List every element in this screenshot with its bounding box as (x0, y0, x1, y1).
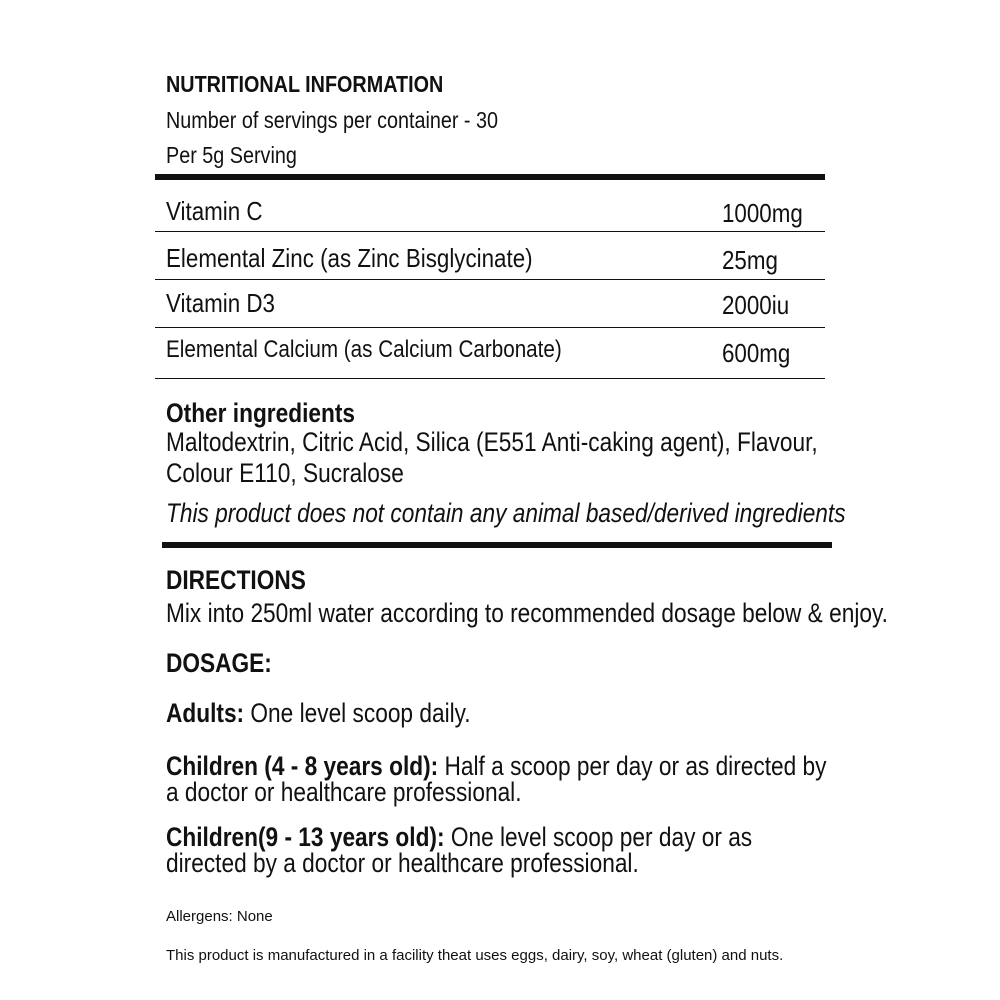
dosage-item-adults (166, 700, 838, 726)
dosage-text: Half a scoop per day or as directed by a doctor or healthcare professional. (166, 751, 827, 807)
directions-text: Mix into 250ml water according to recommended dosage below & enjoy. (166, 598, 888, 628)
other-ingredients-title: Other ingredients (166, 398, 356, 428)
row-divider (155, 231, 825, 232)
section-divider (162, 542, 832, 548)
nutrient-name: Elemental Zinc (as Zinc Bisglycinate) (166, 243, 533, 273)
nutrient-value: 1000mg (722, 198, 803, 228)
row-divider (155, 279, 825, 280)
nutrition-title: NUTRITIONAL INFORMATION (166, 71, 444, 97)
table-top-rule (155, 174, 825, 180)
dosage-item-children-9-13 (166, 824, 838, 876)
dosage-label: Adults: (166, 698, 245, 728)
dosage-item-children-4-8 (166, 753, 838, 805)
directions-title: DIRECTIONS (166, 565, 306, 595)
other-ingredients-text: Maltodextrin, Citric Acid, Silica (E551 Anti-caking agent), Flavour, Colour E110, Sucralose (166, 427, 818, 488)
dosage-text: One level scoop per day or as directed by a doctor or healthcare professional. (166, 822, 753, 878)
table-bottom-rule (155, 378, 825, 379)
facility-note: This product is manufactured in a facility theat uses eggs, dairy, soy, wheat (gluten) and nuts. (166, 947, 784, 964)
serving-size: Per 5g Serving (166, 142, 297, 168)
dosage-title: DOSAGE: (166, 648, 272, 678)
nutrient-value: 600mg (722, 338, 791, 368)
dosage-label: Children(9 - 13 years old): (166, 822, 445, 852)
nutrient-value: 2000iu (722, 290, 790, 320)
dosage-text: One level scoop daily. (244, 698, 471, 728)
allergens-note: Allergens: None (166, 908, 273, 925)
nutrient-name: Vitamin D3 (166, 288, 275, 318)
servings-per-container: Number of servings per container - 30 (166, 107, 499, 133)
nutrient-name: Elemental Calcium (as Calcium Carbonate) (166, 336, 562, 363)
row-divider (155, 327, 825, 328)
animal-free-note: This product does not contain any animal based/derived ingredients (166, 498, 846, 528)
dosage-label: Children (4 - 8 years old): (166, 751, 439, 781)
nutrient-name: Vitamin C (166, 196, 263, 226)
nutrient-value: 25mg (722, 245, 778, 275)
